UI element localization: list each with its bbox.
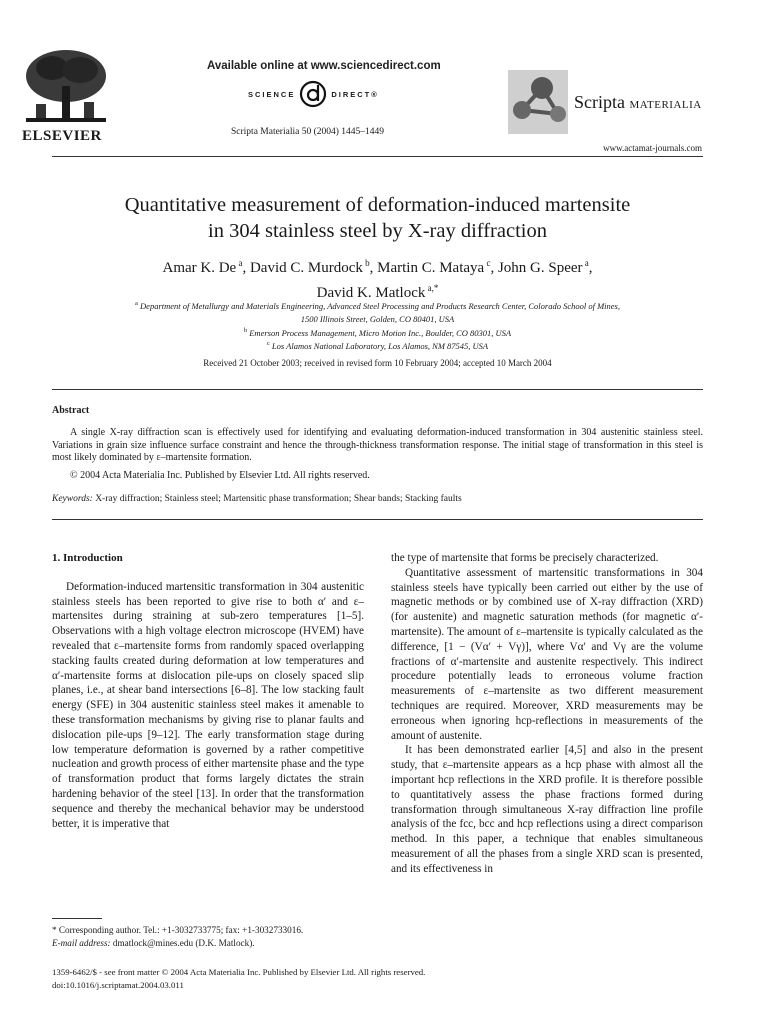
affiliation-text: Los Alamos National Laboratory, Los Alamos, NM 87545, USA xyxy=(271,340,489,351)
journal-name-main: Scripta xyxy=(574,91,625,112)
affiliation-b xyxy=(52,325,703,339)
issn-line: 1359-6462/$ - see front matter © 2004 Acta Materialia Inc. Published by Elsevier Ltd. All rights reserved. xyxy=(52,967,426,977)
author-separator: , xyxy=(242,260,250,276)
keywords-list: X-ray diffraction; Stainless steel; Martensitic phase transformation; Shear bands; Stacking faults xyxy=(95,494,462,504)
author-list xyxy=(52,253,703,303)
affiliation-text: 1500 Illinois Street, Golden, CO 80401, USA xyxy=(300,313,455,324)
email-link[interactable]: dmatlock@mines.edu xyxy=(112,937,194,948)
email-label: E-mail address: xyxy=(52,937,111,948)
author-name: David K. Matlock xyxy=(316,285,426,301)
elsevier-logo xyxy=(22,46,110,145)
affiliation-a-cont xyxy=(52,311,703,325)
abstract-divider-top xyxy=(52,389,703,390)
intro-paragraph-1: Deformation-induced martensitic transformation in 304 austenitic stainless steels has been reported to give rise to both α′ and ε–martensites during straining at sub-zero temperatures [1–5]. Observations with a high voltage electron microscope (HVEM) have revealed that ε–martensite forms from randomly spaced overlapping stacking faults created during deformation at low temperatures and α′-martensite forms at dislocation pile-ups on closely spaced slip planes, i.e., at shear band intersections [6–8]. The low stacking fault energy (SFE) in 304 austenitic stainless steel makes it amenable to these transformation mechanisms by giving rise to planar faults and dislocation pile-ups [9–12]. The early transformation stage during low temperature deformation is governed by a rather competitive nucleation and growth process of either martensite phase and the type of transformation product that forms largely dictates the strain hardening behavior of the steel [13]. In order that the transformation sequence and thereby the mechanical behavior may be understood better, it is imperative that xyxy=(52,580,364,830)
journal-citation: Scripta Materialia 50 (2004) 1445–1449 xyxy=(231,127,385,137)
affiliation-mark: a xyxy=(135,300,138,307)
header-divider xyxy=(52,156,703,157)
sciencedirect-logo xyxy=(248,80,379,108)
molecule-icon xyxy=(508,70,568,134)
front-matter xyxy=(52,966,425,992)
abstract-text: A single X-ray diffraction scan is effectively used for identifying and evaluating deformation-induced transformation in 304 austenitic stainless steel. Variations in grain size influence surface constraint and hence the through-thickness transformation response. The initial stage of transformation in this steel is most likely dominated by ε–martensite formation. xyxy=(52,427,703,464)
affiliation-text: Emerson Process Management, Micro Motion Inc., Boulder, CO 80301, USA xyxy=(249,327,512,338)
journal-name-sub: MATERIALIA xyxy=(629,98,702,111)
intro-paragraph-3: It has been demonstrated earlier [4,5] and also in the present study, that ε–martensite appears as a hcp phase with almost all the important hcp reflections in the XRD profile. It is therefore possible to quantitatively assess the phase fractions formed during transformation through simultaneous X-ray diffraction line profile analysis of the fcc, bcc and hcp reflections using a direct comparison method. In this paper, a technique that enables simultaneous measurement of all the phases from a single XRD scan is presented, and its effectiveness in xyxy=(391,744,703,875)
received-dates: Received 21 October 2003; received in revised form 10 February 2004; accepted 10 March 2004 xyxy=(203,358,552,368)
publisher-name: ELSEVIER xyxy=(22,128,102,144)
affiliation-mark: b xyxy=(243,327,248,334)
author-name: Amar K. De xyxy=(162,260,237,276)
title-line-2: in 304 stainless steel by X-ray diffraction xyxy=(208,220,547,242)
email-suffix: (D.K. Matlock). xyxy=(193,937,255,948)
author-name: David C. Murdock xyxy=(249,260,363,276)
author-affiliation-mark: a,* xyxy=(425,283,439,293)
email-line xyxy=(52,937,364,950)
author-affiliation-mark: b xyxy=(362,258,370,268)
keywords-label: Keywords: xyxy=(52,494,93,504)
article-title xyxy=(52,192,703,244)
right-column xyxy=(391,551,703,877)
journal-logo xyxy=(508,68,706,136)
author-name: Martin C. Mataya xyxy=(377,260,485,276)
affiliation-a xyxy=(52,298,703,312)
intro-paragraph-2: Quantitative assessment of martensitic transformations in 304 stainless steels have typically been carried out either by the use of magnetic methods or by combined use of X-ray diffraction (XRD) (for austenite) and magnetic saturation methods (for magnetic α′-martensite). The amount of ε–martensite is typically calculated as the difference, [1 − (Vα′ + Vγ)], where Vα′ and Vγ are the volume fractions of α′-martensite and austenite respectively. This indirect procedure potentially leads to erroneous volume fraction measurements of ε–martensite as two different measurement techniques are required. Moreover, XRD measurements may be erroneous when ignoring hcp-reflections in measurements of the amount of austenite. xyxy=(391,566,703,742)
left-column xyxy=(52,551,364,831)
sd-left: SCIENCE xyxy=(248,89,296,99)
available-online: Available online at www.sciencedirect.com xyxy=(207,60,441,72)
author-separator: , xyxy=(369,260,378,276)
author-affiliation-mark: a xyxy=(236,258,243,268)
abstract-heading: Abstract xyxy=(52,405,90,416)
abstract-copyright: © 2004 Acta Materialia Inc. Published by Elsevier Ltd. All rights reserved. xyxy=(70,470,370,481)
footnote-rule xyxy=(52,918,102,919)
author-separator: , xyxy=(490,260,498,276)
journal-url[interactable]: www.actamat-journals.com xyxy=(603,143,702,153)
title-line-1: Quantitative measurement of deformation-induced martensite xyxy=(124,194,631,216)
author-affiliation-mark: a xyxy=(582,258,589,268)
author-separator: , xyxy=(588,260,593,276)
doi-line[interactable]: doi:10.1016/j.scriptamat.2004.03.011 xyxy=(52,979,184,990)
journal-name xyxy=(574,92,702,113)
author-name: John G. Speer xyxy=(497,260,583,276)
author-line-1 xyxy=(52,253,703,278)
affiliation-mark: c xyxy=(266,340,270,347)
affiliation-text: Department of Metallurgy and Materials Engineering, Advanced Steel Processing and Products Research Center, Colorado School of Mines, xyxy=(140,300,620,311)
corresponding-author: * Corresponding author. Tel.: +1-3032733775; fax: +1-3032733016. xyxy=(52,925,304,935)
affiliation-c xyxy=(52,338,703,352)
section-heading: 1. Introduction xyxy=(52,552,123,564)
sciencedirect-at-icon xyxy=(299,80,327,108)
abstract-divider-bottom xyxy=(52,519,703,520)
footnote xyxy=(52,924,364,949)
intro-paragraph-cont: the type of martensite that forms be precisely characterized. xyxy=(391,552,659,564)
elsevier-tree-icon xyxy=(22,46,110,126)
keywords xyxy=(52,494,462,504)
sd-right: DIRECT® xyxy=(331,89,379,99)
author-affiliation-mark: c xyxy=(484,258,491,268)
